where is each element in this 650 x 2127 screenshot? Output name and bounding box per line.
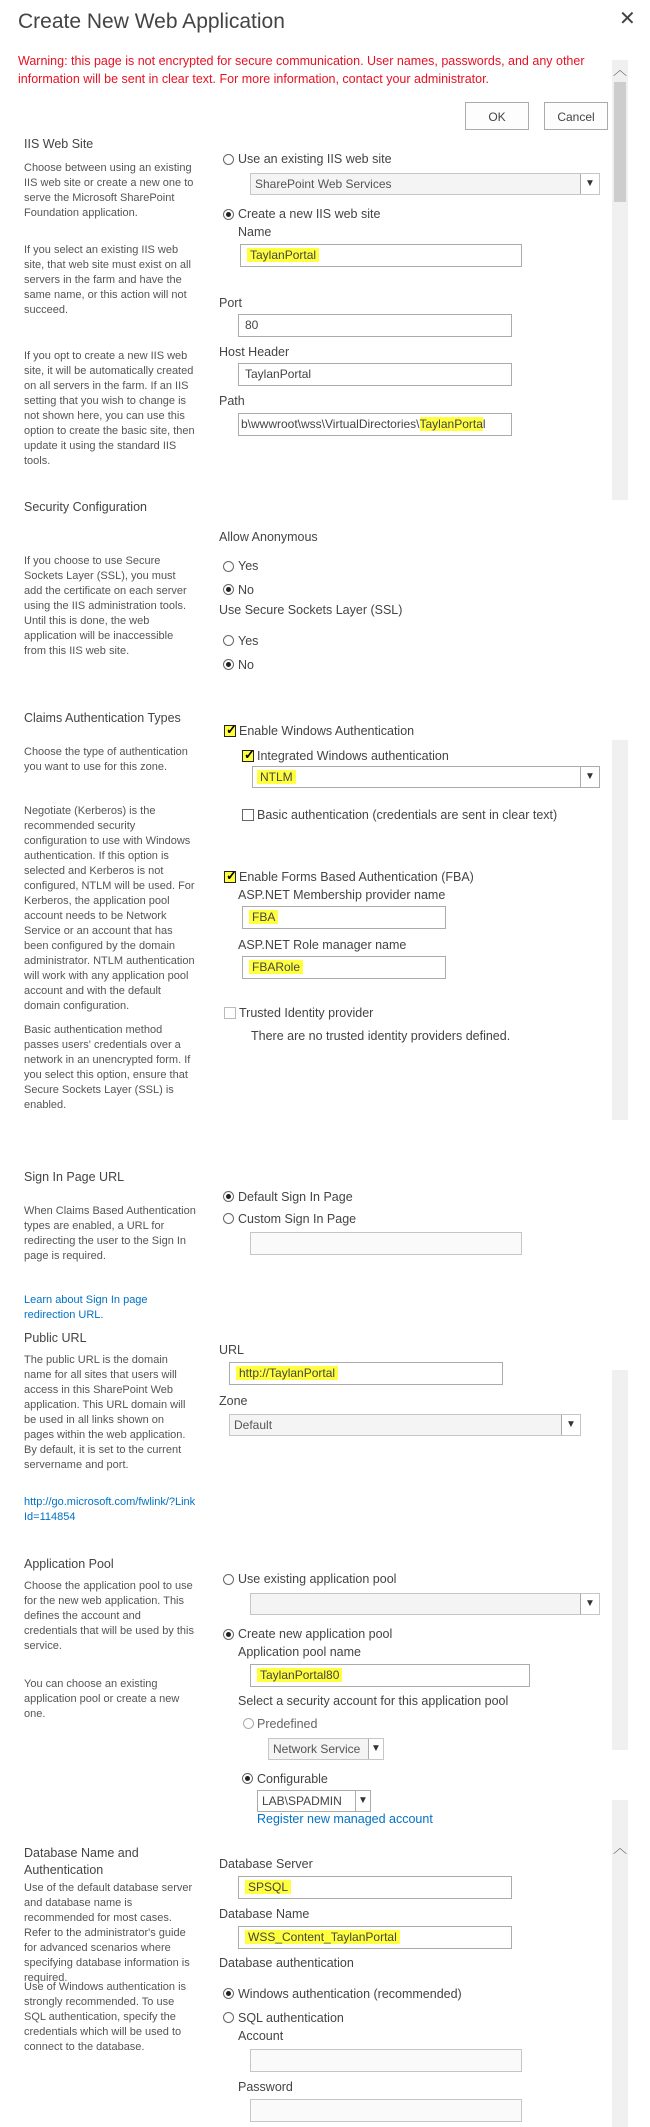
port-label: Port bbox=[219, 296, 242, 310]
basic-auth-checkbox[interactable] bbox=[242, 809, 254, 821]
chevron-down-icon[interactable]: ▼ bbox=[580, 1594, 599, 1614]
cancel-button[interactable]: Cancel bbox=[544, 102, 608, 130]
security-warning: Warning: this page is not encrypted for secure communication. User names, passwords, and any other information will be sent in clear text. For more information, contact your administrator. bbox=[18, 54, 585, 86]
app-pool-description-2: You can choose an existing application pool or create a new one. bbox=[24, 1678, 180, 1720]
ssl-label: Use Secure Sockets Layer (SSL) bbox=[219, 603, 403, 617]
database-section-title: Database Name and Authentication bbox=[24, 1846, 139, 1877]
public-url-description: The public URL is the domain name for all sites that users will access in this SharePoint Web application. This URL domain will be used in all links shown on pages within the web application. By default, it is set to the current servername and port. bbox=[24, 1354, 186, 1471]
anonymous-yes-radio[interactable] bbox=[223, 561, 234, 572]
ok-button[interactable]: OK bbox=[465, 102, 529, 130]
zone-value: Default bbox=[234, 1418, 273, 1432]
claims-description-3: Basic authentication method passes users' credentials over a network in an unencrypted form. If you select this option, ensure that Secure Sockets Layer (SSL) is enabled. bbox=[24, 1024, 191, 1111]
db-account-label: Account bbox=[238, 2029, 284, 2043]
signin-section-title: Sign In Page URL bbox=[24, 1170, 125, 1184]
db-password-label: Password bbox=[238, 2080, 293, 2094]
host-header-label: Host Header bbox=[219, 345, 290, 359]
iis-description-3: If you opt to create a new IIS web site, it will be automatically created on all servers in the farm. If an IIS setting that you wish to change is not shown here, you can use this option to create the basic site, then update it using the standard IIS tools. bbox=[24, 350, 195, 467]
dialog-title: Create New Web Application bbox=[18, 10, 285, 33]
claims-description-2: Negotiate (Kerberos) is the recommended security configuration to use with Windows authentication. If this option is selected and Kerberos is not configured, NTLM will be used. For Kerberos, the application pool account needs to be Network Service or an account that has been configured by the domain administrator. NTLM authentication will work with any application pool account and with the default domain configuration. bbox=[24, 805, 195, 1012]
port-input[interactable] bbox=[238, 314, 512, 337]
chevron-down-icon[interactable]: ▼ bbox=[355, 1791, 370, 1811]
trusted-identity-none: There are no trusted identity providers defined. bbox=[251, 1029, 511, 1043]
public-url-input[interactable] bbox=[229, 1362, 503, 1385]
security-section-title: Security Configuration bbox=[24, 500, 147, 514]
host-header-input[interactable] bbox=[238, 363, 512, 386]
iis-description-2: If you select an existing IIS web site, that web site must exist on all servers in the farm and have the same name, or this action will not succeed. bbox=[24, 244, 191, 316]
security-description: If you choose to use Secure Sockets Layer (SSL), you must add the certificate on each server using the IIS administration tools. Until this is done, the web application will be inaccessible from this IIS web site. bbox=[24, 555, 187, 657]
chevron-up-icon[interactable]: ︿ bbox=[613, 62, 627, 78]
chevron-up-icon[interactable]: ︿ bbox=[613, 1840, 627, 1856]
register-managed-account-link[interactable]: Register new managed account bbox=[257, 1812, 433, 1826]
public-url-fwlink[interactable]: http://go.microsoft.com/fwlink/?LinkId=114854 bbox=[24, 1496, 196, 1523]
custom-signin-input[interactable] bbox=[250, 1232, 522, 1255]
claims-description-1: Choose the type of authentication you want to use for this zone. bbox=[24, 746, 188, 773]
trusted-identity-label: Trusted Identity provider bbox=[239, 1006, 374, 1020]
database-name-input[interactable] bbox=[238, 1926, 512, 1949]
predefined-account-value: Network Service bbox=[273, 1742, 361, 1756]
create-new-pool-radio[interactable] bbox=[223, 1629, 234, 1640]
integrated-windows-auth-checkbox[interactable] bbox=[242, 750, 254, 762]
sql-db-auth-radio[interactable] bbox=[223, 2012, 234, 2023]
custom-signin-label: Custom Sign In Page bbox=[238, 1212, 357, 1226]
chevron-down-icon[interactable]: ▼ bbox=[580, 767, 599, 787]
ssl-yes-label: Yes bbox=[238, 634, 259, 648]
path-suffix: l bbox=[482, 417, 486, 431]
database-auth-label: Database authentication bbox=[219, 1956, 354, 1970]
path-label: Path bbox=[219, 394, 245, 408]
existing-site-select[interactable] bbox=[250, 173, 600, 195]
ssl-no-label: No bbox=[238, 658, 254, 672]
default-signin-label: Default Sign In Page bbox=[238, 1190, 353, 1204]
use-existing-site-label: Use an existing IIS web site bbox=[238, 152, 392, 166]
basic-auth-label: Basic authentication (credentials are sent in clear text) bbox=[257, 808, 558, 822]
app-pool-description-1: Choose the application pool to use for the new web application. This defines the account and credentials that will be used by this service. bbox=[24, 1580, 194, 1652]
public-url-section-title: Public URL bbox=[24, 1331, 87, 1345]
membership-provider-input[interactable] bbox=[242, 906, 446, 929]
zone-label: Zone bbox=[219, 1394, 248, 1408]
use-existing-site-radio[interactable] bbox=[223, 154, 234, 165]
database-server-value: SPSQL bbox=[245, 1880, 291, 1894]
enable-windows-auth-label: Enable Windows Authentication bbox=[239, 724, 415, 738]
host-header-value: TaylanPortal bbox=[245, 367, 312, 381]
role-manager-label: ASP.NET Role manager name bbox=[238, 938, 407, 952]
database-server-input[interactable] bbox=[238, 1876, 512, 1899]
iis-section-title: IIS Web Site bbox=[24, 137, 94, 151]
site-name-input[interactable] bbox=[240, 244, 522, 267]
custom-signin-radio[interactable] bbox=[223, 1213, 234, 1224]
path-prefix: b\wwwroot\wss\VirtualDirectories\ bbox=[241, 417, 420, 431]
create-new-site-radio[interactable] bbox=[223, 209, 234, 220]
use-existing-pool-radio[interactable] bbox=[223, 1574, 234, 1585]
database-description-2: Use of Windows authentication is strongly recommended. To use SQL authentication, specify the credentials which will be used to connect to the database. bbox=[24, 1981, 187, 2053]
existing-site-value: SharePoint Web Services bbox=[255, 177, 392, 191]
pool-name-label: Application pool name bbox=[238, 1645, 361, 1659]
enable-fba-label: Enable Forms Based Authentication (FBA) bbox=[239, 870, 474, 884]
existing-pool-select[interactable] bbox=[250, 1593, 600, 1615]
security-account-label: Select a security account for this application pool bbox=[238, 1694, 509, 1708]
create-new-site-label: Create a new IIS web site bbox=[238, 207, 381, 221]
chevron-down-icon[interactable]: ▼ bbox=[561, 1415, 580, 1435]
role-manager-value: FBARole bbox=[249, 960, 303, 974]
database-server-label: Database Server bbox=[219, 1857, 313, 1871]
site-name-label: Name bbox=[238, 225, 272, 239]
configurable-account-label: Configurable bbox=[257, 1772, 328, 1786]
port-value: 80 bbox=[245, 318, 259, 332]
signin-description: When Claims Based Authentication types are enabled, a URL for redirecting the user to the Sign In page is required. bbox=[24, 1205, 196, 1262]
role-manager-input[interactable] bbox=[242, 956, 446, 979]
ssl-yes-radio[interactable] bbox=[223, 635, 234, 646]
windows-db-auth-radio[interactable] bbox=[223, 1988, 234, 1999]
predefined-account-radio[interactable] bbox=[243, 1718, 254, 1729]
sql-db-auth-label: SQL authentication bbox=[238, 2011, 344, 2025]
db-password-input[interactable] bbox=[250, 2099, 522, 2122]
iis-description-1: Choose between using an existing IIS web site or create a new one to serve the Microsoft SharePoint Foundation application. bbox=[24, 162, 194, 219]
database-description-1: Use of the default database server and database name is recommended for most cases. Refer to the administrator's guide for advanced scenarios where specifying database information is required. bbox=[24, 1882, 193, 1984]
public-url-value: http://TaylanPortal bbox=[236, 1366, 338, 1380]
ssl-no-radio[interactable] bbox=[223, 659, 234, 670]
membership-provider-value: FBA bbox=[249, 910, 278, 924]
enable-windows-auth-checkbox[interactable] bbox=[224, 725, 236, 737]
windows-auth-type-value: NTLM bbox=[257, 770, 296, 784]
windows-auth-type-select[interactable] bbox=[252, 766, 600, 788]
configurable-account-radio[interactable] bbox=[242, 1773, 253, 1784]
path-input[interactable] bbox=[238, 413, 512, 436]
default-signin-radio[interactable] bbox=[223, 1191, 234, 1202]
allow-anonymous-label: Allow Anonymous bbox=[219, 530, 318, 544]
integrated-windows-auth-label: Integrated Windows authentication bbox=[257, 749, 449, 763]
chevron-down-icon[interactable]: ▼ bbox=[580, 174, 599, 194]
path-value: TaylanPorta bbox=[419, 417, 483, 431]
use-existing-pool-label: Use existing application pool bbox=[238, 1572, 397, 1586]
db-account-input[interactable] bbox=[250, 2049, 522, 2072]
create-new-pool-label: Create new application pool bbox=[238, 1627, 393, 1641]
configurable-account-select[interactable] bbox=[257, 1790, 371, 1812]
anonymous-no-label: No bbox=[238, 583, 254, 597]
database-name-label: Database Name bbox=[219, 1907, 310, 1921]
scrollbar-thumb[interactable] bbox=[614, 82, 626, 202]
anonymous-no-radio[interactable] bbox=[223, 584, 234, 595]
windows-db-auth-label: Windows authentication (recommended) bbox=[238, 1987, 462, 2001]
anonymous-yes-label: Yes bbox=[238, 559, 259, 573]
chevron-down-icon[interactable]: ▼ bbox=[368, 1739, 383, 1759]
membership-provider-label: ASP.NET Membership provider name bbox=[238, 888, 446, 902]
predefined-account-label: Predefined bbox=[257, 1717, 318, 1731]
site-name-value: TaylanPortal bbox=[247, 248, 319, 262]
predefined-account-select[interactable] bbox=[268, 1738, 384, 1760]
database-name-value: WSS_Content_TaylanPortal bbox=[245, 1930, 400, 1944]
claims-section-title: Claims Authentication Types bbox=[24, 711, 181, 725]
url-label: URL bbox=[219, 1343, 245, 1357]
enable-fba-checkbox[interactable] bbox=[224, 871, 236, 883]
scrollbar-track-low[interactable] bbox=[612, 1370, 628, 1750]
pool-name-input[interactable] bbox=[250, 1664, 530, 1687]
app-pool-section-title: Application Pool bbox=[24, 1557, 114, 1571]
zone-select[interactable] bbox=[229, 1414, 581, 1436]
close-icon[interactable]: ✕ bbox=[619, 8, 636, 30]
signin-learn-link[interactable]: Learn about Sign In page redirection URL. bbox=[24, 1294, 148, 1321]
configurable-account-value: LAB\SPADMIN bbox=[262, 1794, 342, 1808]
scrollbar-track-mid[interactable] bbox=[612, 740, 628, 1120]
pool-name-value: TaylanPortal80 bbox=[257, 1668, 342, 1682]
trusted-identity-checkbox[interactable] bbox=[224, 1007, 236, 1019]
